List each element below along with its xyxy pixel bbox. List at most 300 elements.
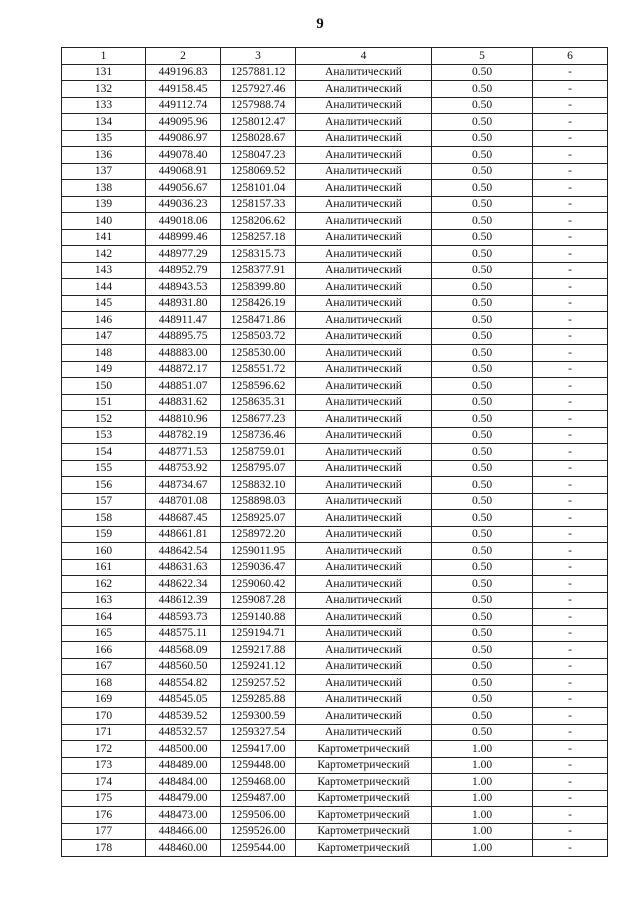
accuracy-cell: 0.50 (432, 262, 533, 279)
table-row (62, 493, 608, 510)
x-coordinate-cell: 448977.29 (146, 246, 221, 263)
table-row (62, 708, 608, 725)
accuracy-cell: 0.50 (432, 295, 533, 312)
table-row (62, 757, 608, 774)
y-coordinate-cell: 1259140.88 (221, 609, 296, 626)
y-coordinate-cell: 1258795.07 (221, 460, 296, 477)
point-number-cell: 153 (62, 427, 146, 444)
table-row (62, 97, 608, 114)
method-cell: Аналитический (296, 411, 432, 428)
x-coordinate-cell: 448560.50 (146, 658, 221, 675)
table-row (62, 609, 608, 626)
column-header-note: 6 (533, 48, 608, 65)
accuracy-cell: 0.50 (432, 724, 533, 741)
point-number-cell: 145 (62, 295, 146, 312)
x-coordinate-cell: 448539.52 (146, 708, 221, 725)
y-coordinate-cell: 1258206.62 (221, 213, 296, 230)
y-coordinate-cell: 1258426.19 (221, 295, 296, 312)
accuracy-cell: 0.50 (432, 246, 533, 263)
note-cell: - (533, 708, 608, 725)
accuracy-cell: 0.50 (432, 361, 533, 378)
table-row (62, 477, 608, 494)
note-cell: - (533, 114, 608, 131)
x-coordinate-cell: 448952.79 (146, 262, 221, 279)
table-row (62, 807, 608, 824)
y-coordinate-cell: 1259060.42 (221, 576, 296, 593)
method-cell: Аналитический (296, 427, 432, 444)
accuracy-cell: 1.00 (432, 741, 533, 758)
note-cell: - (533, 411, 608, 428)
note-cell: - (533, 691, 608, 708)
point-number-cell: 176 (62, 807, 146, 824)
x-coordinate-cell: 448642.54 (146, 543, 221, 560)
table-row (62, 163, 608, 180)
accuracy-cell: 0.50 (432, 97, 533, 114)
note-cell: - (533, 477, 608, 494)
table-row (62, 741, 608, 758)
y-coordinate-cell: 1259011.95 (221, 543, 296, 560)
point-number-cell: 135 (62, 130, 146, 147)
y-coordinate-cell: 1259087.28 (221, 592, 296, 609)
y-coordinate-cell: 1259544.00 (221, 840, 296, 857)
accuracy-cell: 0.50 (432, 559, 533, 576)
method-cell: Картометрический (296, 840, 432, 857)
x-coordinate-cell: 448782.19 (146, 427, 221, 444)
table-row (62, 658, 608, 675)
y-coordinate-cell: 1257927.46 (221, 81, 296, 98)
method-cell: Картометрический (296, 807, 432, 824)
point-number-cell: 171 (62, 724, 146, 741)
note-cell: - (533, 427, 608, 444)
point-number-cell: 133 (62, 97, 146, 114)
table-row (62, 592, 608, 609)
note-cell: - (533, 543, 608, 560)
accuracy-cell: 0.50 (432, 378, 533, 395)
point-number-cell: 151 (62, 394, 146, 411)
y-coordinate-cell: 1258047.23 (221, 147, 296, 164)
point-number-cell: 177 (62, 823, 146, 840)
y-coordinate-cell: 1258503.72 (221, 328, 296, 345)
note-cell: - (533, 213, 608, 230)
accuracy-cell: 0.50 (432, 64, 533, 81)
note-cell: - (533, 246, 608, 263)
x-coordinate-cell: 448484.00 (146, 774, 221, 791)
note-cell: - (533, 510, 608, 527)
y-coordinate-cell: 1258898.03 (221, 493, 296, 510)
x-coordinate-cell: 448631.63 (146, 559, 221, 576)
point-number-cell: 137 (62, 163, 146, 180)
note-cell: - (533, 658, 608, 675)
y-coordinate-cell: 1258925.07 (221, 510, 296, 527)
note-cell: - (533, 460, 608, 477)
accuracy-cell: 0.50 (432, 279, 533, 296)
x-coordinate-cell: 448771.53 (146, 444, 221, 461)
column-header-y: 3 (221, 48, 296, 65)
note-cell: - (533, 724, 608, 741)
table-row (62, 774, 608, 791)
method-cell: Аналитический (296, 625, 432, 642)
method-cell: Аналитический (296, 460, 432, 477)
note-cell: - (533, 790, 608, 807)
table-row (62, 378, 608, 395)
x-coordinate-cell: 448895.75 (146, 328, 221, 345)
method-cell: Аналитический (296, 361, 432, 378)
accuracy-cell: 0.50 (432, 592, 533, 609)
x-coordinate-cell: 448661.81 (146, 526, 221, 543)
method-cell: Аналитический (296, 147, 432, 164)
x-coordinate-cell: 449086.97 (146, 130, 221, 147)
note-cell: - (533, 609, 608, 626)
accuracy-cell: 0.50 (432, 658, 533, 675)
method-cell: Аналитический (296, 378, 432, 395)
accuracy-cell: 0.50 (432, 444, 533, 461)
accuracy-cell: 1.00 (432, 807, 533, 824)
point-number-cell: 166 (62, 642, 146, 659)
x-coordinate-cell: 448851.07 (146, 378, 221, 395)
table-row (62, 724, 608, 741)
accuracy-cell: 0.50 (432, 625, 533, 642)
table-row (62, 114, 608, 131)
method-cell: Аналитический (296, 279, 432, 296)
y-coordinate-cell: 1258377.91 (221, 262, 296, 279)
method-cell: Аналитический (296, 163, 432, 180)
note-cell: - (533, 394, 608, 411)
table-row (62, 328, 608, 345)
y-coordinate-cell: 1258972.20 (221, 526, 296, 543)
x-coordinate-cell: 448532.57 (146, 724, 221, 741)
note-cell: - (533, 345, 608, 362)
note-cell: - (533, 741, 608, 758)
note-cell: - (533, 774, 608, 791)
accuracy-cell: 0.50 (432, 675, 533, 692)
method-cell: Аналитический (296, 642, 432, 659)
y-coordinate-cell: 1258069.52 (221, 163, 296, 180)
table-row (62, 64, 608, 81)
x-coordinate-cell: 448999.46 (146, 229, 221, 246)
note-cell: - (533, 444, 608, 461)
y-coordinate-cell: 1259468.00 (221, 774, 296, 791)
table-row (62, 823, 608, 840)
accuracy-cell: 0.50 (432, 229, 533, 246)
column-header-method: 4 (296, 48, 432, 65)
method-cell: Аналитический (296, 213, 432, 230)
method-cell: Аналитический (296, 81, 432, 98)
y-coordinate-cell: 1259327.54 (221, 724, 296, 741)
table-body (62, 64, 608, 856)
note-cell: - (533, 823, 608, 840)
method-cell: Картометрический (296, 790, 432, 807)
table-row (62, 543, 608, 560)
point-number-cell: 174 (62, 774, 146, 791)
y-coordinate-cell: 1259526.00 (221, 823, 296, 840)
method-cell: Аналитический (296, 229, 432, 246)
method-cell: Аналитический (296, 312, 432, 329)
accuracy-cell: 1.00 (432, 790, 533, 807)
x-coordinate-cell: 448593.73 (146, 609, 221, 626)
y-coordinate-cell: 1257881.12 (221, 64, 296, 81)
table-row (62, 345, 608, 362)
method-cell: Аналитический (296, 609, 432, 626)
method-cell: Аналитический (296, 724, 432, 741)
point-number-cell: 144 (62, 279, 146, 296)
accuracy-cell: 0.50 (432, 576, 533, 593)
y-coordinate-cell: 1258596.62 (221, 378, 296, 395)
accuracy-cell: 0.50 (432, 510, 533, 527)
accuracy-cell: 0.50 (432, 708, 533, 725)
accuracy-cell: 0.50 (432, 180, 533, 197)
point-number-cell: 139 (62, 196, 146, 213)
method-cell: Аналитический (296, 510, 432, 527)
x-coordinate-cell: 449068.91 (146, 163, 221, 180)
y-coordinate-cell: 1258677.23 (221, 411, 296, 428)
table-row (62, 460, 608, 477)
x-coordinate-cell: 448460.00 (146, 840, 221, 857)
note-cell: - (533, 526, 608, 543)
note-cell: - (533, 757, 608, 774)
x-coordinate-cell: 448500.00 (146, 741, 221, 758)
table-row (62, 411, 608, 428)
accuracy-cell: 0.50 (432, 427, 533, 444)
point-number-cell: 170 (62, 708, 146, 725)
accuracy-cell: 0.50 (432, 526, 533, 543)
y-coordinate-cell: 1258101.04 (221, 180, 296, 197)
point-number-cell: 163 (62, 592, 146, 609)
note-cell: - (533, 180, 608, 197)
note-cell: - (533, 328, 608, 345)
table-row (62, 790, 608, 807)
x-coordinate-cell: 448489.00 (146, 757, 221, 774)
x-coordinate-cell: 448473.00 (146, 807, 221, 824)
x-coordinate-cell: 448911.47 (146, 312, 221, 329)
accuracy-cell: 0.50 (432, 493, 533, 510)
x-coordinate-cell: 449036.23 (146, 196, 221, 213)
method-cell: Аналитический (296, 328, 432, 345)
point-number-cell: 168 (62, 675, 146, 692)
note-cell: - (533, 64, 608, 81)
table-header-row (62, 48, 608, 65)
x-coordinate-cell: 448612.39 (146, 592, 221, 609)
method-cell: Аналитический (296, 444, 432, 461)
method-cell: Аналитический (296, 675, 432, 692)
y-coordinate-cell: 1259300.59 (221, 708, 296, 725)
note-cell: - (533, 163, 608, 180)
x-coordinate-cell: 448810.96 (146, 411, 221, 428)
method-cell: Аналитический (296, 559, 432, 576)
method-cell: Аналитический (296, 130, 432, 147)
point-number-cell: 157 (62, 493, 146, 510)
y-coordinate-cell: 1259417.00 (221, 741, 296, 758)
method-cell: Аналитический (296, 493, 432, 510)
method-cell: Аналитический (296, 394, 432, 411)
method-cell: Аналитический (296, 345, 432, 362)
point-number-cell: 159 (62, 526, 146, 543)
y-coordinate-cell: 1258759.01 (221, 444, 296, 461)
point-number-cell: 164 (62, 609, 146, 626)
point-number-cell: 175 (62, 790, 146, 807)
y-coordinate-cell: 1259036.47 (221, 559, 296, 576)
accuracy-cell: 0.50 (432, 312, 533, 329)
note-cell: - (533, 279, 608, 296)
note-cell: - (533, 592, 608, 609)
x-coordinate-cell: 448931.80 (146, 295, 221, 312)
y-coordinate-cell: 1258157.33 (221, 196, 296, 213)
method-cell: Аналитический (296, 543, 432, 560)
y-coordinate-cell: 1258399.80 (221, 279, 296, 296)
table-row (62, 196, 608, 213)
accuracy-cell: 0.50 (432, 691, 533, 708)
accuracy-cell: 0.50 (432, 460, 533, 477)
table-row (62, 559, 608, 576)
point-number-cell: 178 (62, 840, 146, 857)
table-row (62, 642, 608, 659)
y-coordinate-cell: 1259285.88 (221, 691, 296, 708)
point-number-cell: 141 (62, 229, 146, 246)
point-number-cell: 165 (62, 625, 146, 642)
x-coordinate-cell: 448554.82 (146, 675, 221, 692)
note-cell: - (533, 147, 608, 164)
table-row (62, 130, 608, 147)
y-coordinate-cell: 1259257.52 (221, 675, 296, 692)
x-coordinate-cell: 448872.17 (146, 361, 221, 378)
point-number-cell: 154 (62, 444, 146, 461)
table-row (62, 691, 608, 708)
table-row (62, 840, 608, 857)
point-number-cell: 147 (62, 328, 146, 345)
point-number-cell: 140 (62, 213, 146, 230)
point-number-cell: 149 (62, 361, 146, 378)
note-cell: - (533, 229, 608, 246)
method-cell: Аналитический (296, 180, 432, 197)
note-cell: - (533, 361, 608, 378)
accuracy-cell: 0.50 (432, 81, 533, 98)
y-coordinate-cell: 1258012.47 (221, 114, 296, 131)
coordinates-table (61, 47, 608, 857)
accuracy-cell: 0.50 (432, 114, 533, 131)
method-cell: Аналитический (296, 262, 432, 279)
method-cell: Аналитический (296, 477, 432, 494)
point-number-cell: 131 (62, 64, 146, 81)
accuracy-cell: 0.50 (432, 328, 533, 345)
accuracy-cell: 0.50 (432, 543, 533, 560)
point-number-cell: 136 (62, 147, 146, 164)
x-coordinate-cell: 448831.62 (146, 394, 221, 411)
accuracy-cell: 1.00 (432, 840, 533, 857)
method-cell: Картометрический (296, 823, 432, 840)
point-number-cell: 148 (62, 345, 146, 362)
y-coordinate-cell: 1258736.46 (221, 427, 296, 444)
point-number-cell: 173 (62, 757, 146, 774)
point-number-cell: 134 (62, 114, 146, 131)
x-coordinate-cell: 449112.74 (146, 97, 221, 114)
point-number-cell: 162 (62, 576, 146, 593)
x-coordinate-cell: 449018.06 (146, 213, 221, 230)
point-number-cell: 132 (62, 81, 146, 98)
x-coordinate-cell: 449056.67 (146, 180, 221, 197)
table-row (62, 576, 608, 593)
y-coordinate-cell: 1259194.71 (221, 625, 296, 642)
point-number-cell: 169 (62, 691, 146, 708)
note-cell: - (533, 675, 608, 692)
point-number-cell: 142 (62, 246, 146, 263)
accuracy-cell: 0.50 (432, 345, 533, 362)
column-header-point-number: 1 (62, 48, 146, 65)
y-coordinate-cell: 1258471.86 (221, 312, 296, 329)
accuracy-cell: 0.50 (432, 609, 533, 626)
x-coordinate-cell: 448943.53 (146, 279, 221, 296)
table-row (62, 180, 608, 197)
table-row (62, 444, 608, 461)
point-number-cell: 161 (62, 559, 146, 576)
point-number-cell: 160 (62, 543, 146, 560)
column-header-x: 2 (146, 48, 221, 65)
method-cell: Аналитический (296, 526, 432, 543)
table-row (62, 526, 608, 543)
point-number-cell: 138 (62, 180, 146, 197)
method-cell: Аналитический (296, 708, 432, 725)
x-coordinate-cell: 449078.40 (146, 147, 221, 164)
x-coordinate-cell: 448701.08 (146, 493, 221, 510)
note-cell: - (533, 625, 608, 642)
method-cell: Аналитический (296, 114, 432, 131)
method-cell: Аналитический (296, 64, 432, 81)
y-coordinate-cell: 1259241.12 (221, 658, 296, 675)
x-coordinate-cell: 449196.83 (146, 64, 221, 81)
x-coordinate-cell: 448575.11 (146, 625, 221, 642)
table-row (62, 394, 608, 411)
table-row (62, 312, 608, 329)
x-coordinate-cell: 449158.45 (146, 81, 221, 98)
page-number: 9 (316, 16, 324, 32)
table-row (62, 81, 608, 98)
note-cell: - (533, 81, 608, 98)
x-coordinate-cell: 448883.00 (146, 345, 221, 362)
x-coordinate-cell: 448466.00 (146, 823, 221, 840)
note-cell: - (533, 262, 608, 279)
y-coordinate-cell: 1259487.00 (221, 790, 296, 807)
accuracy-cell: 0.50 (432, 477, 533, 494)
accuracy-cell: 0.50 (432, 196, 533, 213)
x-coordinate-cell: 448479.00 (146, 790, 221, 807)
table-row (62, 246, 608, 263)
x-coordinate-cell: 448622.34 (146, 576, 221, 593)
point-number-cell: 155 (62, 460, 146, 477)
method-cell: Картометрический (296, 757, 432, 774)
y-coordinate-cell: 1258635.31 (221, 394, 296, 411)
method-cell: Картометрический (296, 741, 432, 758)
x-coordinate-cell: 448734.67 (146, 477, 221, 494)
y-coordinate-cell: 1259448.00 (221, 757, 296, 774)
accuracy-cell: 1.00 (432, 757, 533, 774)
note-cell: - (533, 576, 608, 593)
table-row (62, 361, 608, 378)
method-cell: Картометрический (296, 774, 432, 791)
y-coordinate-cell: 1258832.10 (221, 477, 296, 494)
method-cell: Аналитический (296, 196, 432, 213)
note-cell: - (533, 130, 608, 147)
point-number-cell: 172 (62, 741, 146, 758)
method-cell: Аналитический (296, 97, 432, 114)
point-number-cell: 152 (62, 411, 146, 428)
point-number-cell: 158 (62, 510, 146, 527)
note-cell: - (533, 559, 608, 576)
table-row (62, 229, 608, 246)
accuracy-cell: 0.50 (432, 411, 533, 428)
point-number-cell: 146 (62, 312, 146, 329)
accuracy-cell: 0.50 (432, 213, 533, 230)
note-cell: - (533, 807, 608, 824)
y-coordinate-cell: 1258257.18 (221, 229, 296, 246)
note-cell: - (533, 196, 608, 213)
